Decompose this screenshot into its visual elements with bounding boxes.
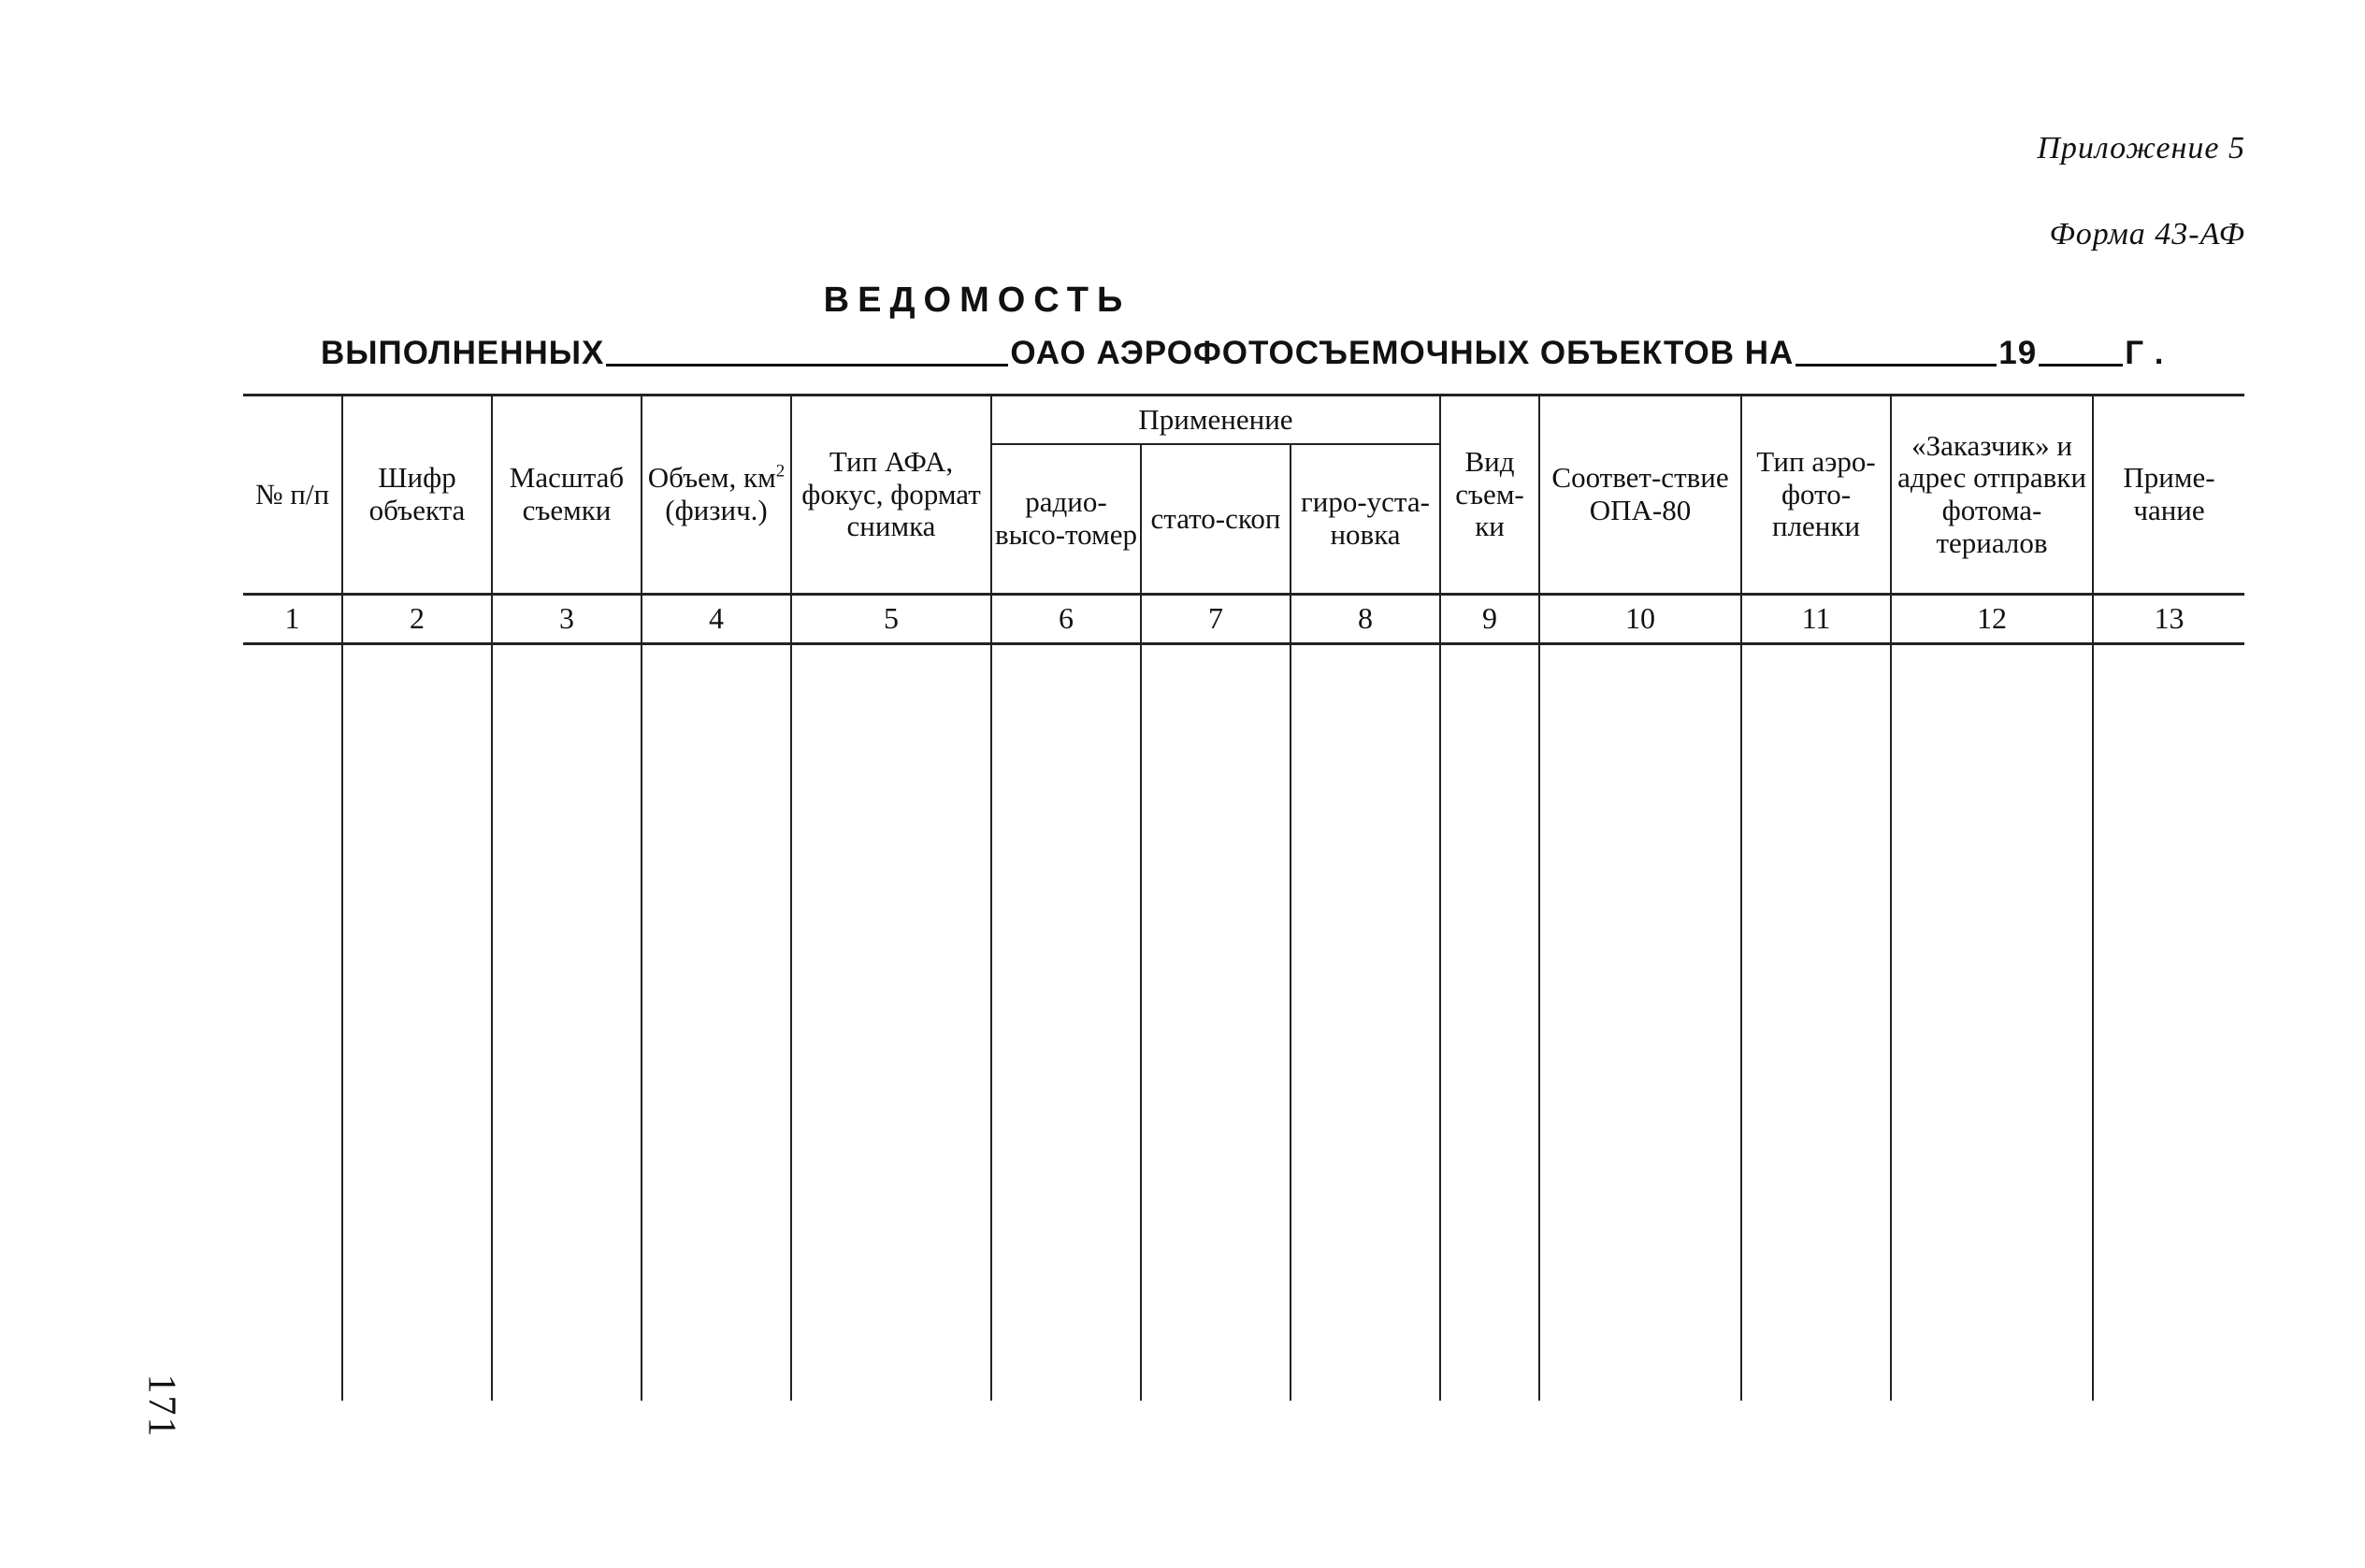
column-number: 11 (1741, 595, 1891, 644)
header-number: № п/п (243, 396, 342, 595)
subtitle-part2: ОАО АЭРОФОТОСЪЕМОЧНЫХ ОБЪЕКТОВ НА (1010, 335, 1795, 371)
empty-cell (1539, 644, 1741, 1402)
empty-cell (791, 644, 991, 1402)
column-number: 9 (1440, 595, 1539, 644)
subtitle-year: 19 (1998, 335, 2038, 371)
column-number: 3 (492, 595, 642, 644)
empty-cell (1141, 644, 1291, 1402)
empty-cell (1891, 644, 2093, 1402)
subtitle-end: Г . (2125, 335, 2165, 371)
column-number: 4 (642, 595, 791, 644)
column-number: 13 (2093, 595, 2244, 644)
appendix-label: Приложение 5 (2037, 131, 2245, 165)
column-number: 1 (243, 595, 342, 644)
header-volume-sup: 2 (775, 461, 786, 482)
header-volume (642, 396, 791, 595)
header-notes: Приме-чание (2093, 396, 2244, 595)
empty-cell (991, 644, 1141, 1402)
report-table (243, 394, 2244, 1401)
header-statoscope: стато-скоп (1141, 444, 1291, 595)
empty-cell (1440, 644, 1539, 1402)
header-radio-altimeter: радио-высо-томер (991, 444, 1141, 595)
empty-cell (642, 644, 791, 1402)
form-label: Форма 43-АФ (2049, 217, 2245, 252)
empty-cell (492, 644, 642, 1402)
empty-cell (243, 644, 342, 1402)
document-subtitle (321, 335, 2165, 372)
column-number: 12 (1891, 595, 2093, 644)
header-application-group: Применение (991, 396, 1440, 445)
column-number: 5 (791, 595, 991, 644)
empty-cell (2093, 644, 2244, 1402)
empty-cell (1291, 644, 1440, 1402)
header-object-code: Шифр объекта (342, 396, 492, 595)
column-number: 10 (1539, 595, 1741, 644)
empty-cell (1741, 644, 1891, 1402)
column-number: 7 (1141, 595, 1291, 644)
header-survey-type: Вид съем-ки (1440, 396, 1539, 595)
subtitle-part1: ВЫПОЛНЕННЫХ (321, 335, 605, 371)
header-customer-address: «Заказчик» и адрес отправки фотома-териалов (1891, 396, 2093, 595)
blank-line-date (1795, 336, 1997, 367)
header-opa-compliance: Соответ-ствие ОПА-80 (1539, 396, 1741, 595)
header-volume-physical: (физич.) (665, 494, 768, 526)
header-gyro-mount: гиро-уста-новка (1291, 444, 1440, 595)
report-table-container (243, 394, 2244, 1403)
header-scale: Масштаб съемки (492, 396, 642, 595)
header-volume-text: Объем, км (647, 461, 776, 495)
column-number: 6 (991, 595, 1141, 644)
empty-cell (342, 644, 492, 1402)
header-film-type: Тип аэро-фото-пленки (1741, 396, 1891, 595)
blank-line-year (2039, 336, 2123, 367)
document-title: ВЕДОМОСТЬ (823, 281, 1132, 320)
column-number: 2 (342, 595, 492, 644)
blank-line-organization (606, 336, 1008, 367)
column-number: 8 (1291, 595, 1440, 644)
page-number: 171 (139, 1374, 183, 1439)
header-camera-type: Тип АФА, фокус, формат снимка (791, 396, 991, 595)
